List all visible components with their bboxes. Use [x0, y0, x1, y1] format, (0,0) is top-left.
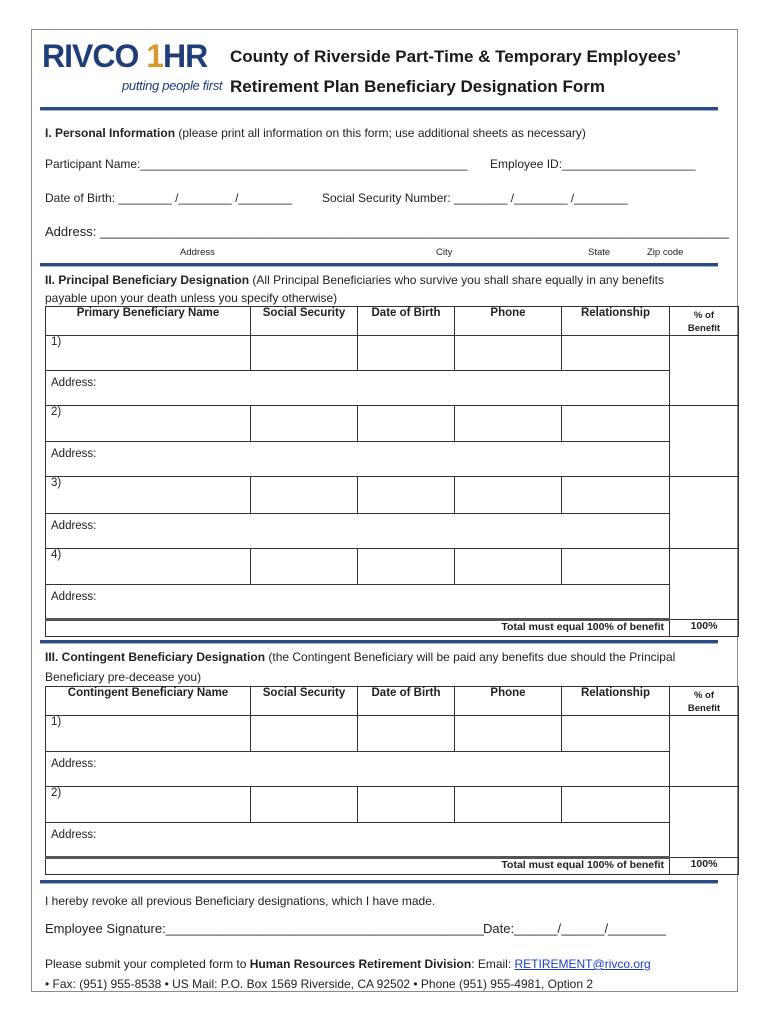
divider [40, 640, 718, 643]
phone-cell[interactable] [455, 716, 562, 752]
address-cell[interactable]: Address: [46, 442, 670, 477]
total-row [46, 858, 739, 875]
col-header-phone: Phone [455, 307, 562, 336]
col-header-dob: Date of Birth [358, 307, 455, 336]
col-header-ssn: Social Security [251, 307, 358, 336]
phone-cell[interactable] [455, 336, 562, 371]
total-value: 100% [670, 858, 739, 875]
beneficiary-address-row [46, 752, 739, 787]
address-sub-address: Address [180, 247, 215, 258]
ssn-cell[interactable] [251, 336, 358, 371]
section3-heading: III. Contingent Beneficiary Designation [45, 650, 266, 664]
percent-cell[interactable] [670, 549, 739, 620]
section2-heading: II. Principal Beneficiary Designation [45, 273, 250, 287]
col-header-dob: Date of Birth [358, 687, 455, 716]
relationship-cell[interactable] [562, 477, 670, 514]
row-number[interactable]: 2) [46, 406, 251, 442]
percent-cell[interactable] [670, 336, 739, 406]
contingent-beneficiary-table [45, 686, 739, 875]
beneficiary-address-row [46, 442, 739, 477]
section2-note-line1: (All Principal Beneficiaries who survive you shall share equally in any benefits [252, 273, 664, 287]
beneficiary-row [46, 477, 739, 514]
address-cell[interactable]: Address: [46, 585, 670, 620]
address-field[interactable]: Address: _______________________________________________________________________________________ [45, 224, 729, 239]
col-header-percent [670, 307, 739, 336]
submit-division: Human Resources Retirement Division [249, 957, 472, 971]
employee-id-field[interactable]: Employee ID:____________________ [490, 157, 696, 171]
relationship-cell[interactable] [562, 406, 670, 442]
ssn-cell[interactable] [251, 549, 358, 585]
col-header-name: Contingent Beneficiary Name [46, 687, 251, 716]
address-cell[interactable]: Address: [46, 514, 670, 549]
phone-cell[interactable] [455, 549, 562, 585]
phone-cell[interactable] [455, 406, 562, 442]
dob-cell[interactable] [358, 716, 455, 752]
address-cell[interactable]: Address: [46, 823, 670, 858]
total-row [46, 620, 739, 637]
section1-heading: I. Personal Information [45, 126, 176, 140]
form-title-line1: County of Riverside Part-Time & Temporary Employees’ [230, 47, 681, 66]
divider [40, 263, 718, 266]
dob-cell[interactable] [358, 336, 455, 371]
percent-cell[interactable] [670, 787, 739, 858]
beneficiary-row [46, 716, 739, 752]
percent-cell[interactable] [670, 477, 739, 549]
submit-instructions [45, 956, 651, 972]
logo-brand: RIVCO [42, 38, 147, 74]
beneficiary-address-row [46, 371, 739, 406]
section3-heading-line [45, 649, 675, 665]
beneficiary-address-row [46, 514, 739, 549]
beneficiary-row [46, 406, 739, 442]
address-cell[interactable]: Address: [46, 371, 670, 406]
total-label: Total must equal 100% of benefit [46, 858, 670, 875]
ssn-cell[interactable] [251, 406, 358, 442]
section3-note-line2: Beneficiary pre-decease you) [45, 670, 202, 684]
section3-note-line1: (the Contingent Beneficiary will be paid any benefits due should the Principal [268, 650, 676, 664]
date-of-birth-field[interactable]: Date of Birth: ________ /________ /________ [45, 191, 292, 205]
row-number[interactable]: 4) [46, 549, 251, 585]
beneficiary-row [46, 787, 739, 823]
col-header-relationship: Relationship [562, 687, 670, 716]
ssn-field[interactable]: Social Security Number: ________ /________ /________ [322, 191, 628, 205]
dob-cell[interactable] [358, 787, 455, 823]
beneficiary-address-row [46, 823, 739, 858]
participant-name-field[interactable]: Participant Name:_________________________________________________ [45, 157, 468, 171]
col-header-relationship: Relationship [562, 307, 670, 336]
rivco-hr-logo [42, 40, 207, 72]
dob-cell[interactable] [358, 549, 455, 585]
contact-line: • Fax: (951) 955-8538 • US Mail: P.O. Box 1569 Riverside, CA 92502 • Phone (951) 955-4981, Option 2 [45, 977, 594, 991]
beneficiary-address-row [46, 585, 739, 620]
relationship-cell[interactable] [562, 549, 670, 585]
dob-cell[interactable] [358, 406, 455, 442]
logo-brand-end: HR [163, 38, 208, 74]
address-cell[interactable]: Address: [46, 752, 670, 787]
row-number[interactable]: 3) [46, 477, 251, 514]
phone-cell[interactable] [455, 787, 562, 823]
revoke-statement: I hereby revoke all previous Beneficiary designations, which I have made. [45, 894, 436, 908]
divider [40, 880, 718, 883]
ssn-cell[interactable] [251, 477, 358, 514]
row-number[interactable]: 1) [46, 336, 251, 371]
ssn-cell[interactable] [251, 787, 358, 823]
percent-cell[interactable] [670, 406, 739, 477]
address-sub-zip: Zip code [647, 247, 684, 258]
section1-heading-line [45, 125, 586, 141]
relationship-cell[interactable] [562, 336, 670, 371]
col-header-name: Primary Beneficiary Name [46, 307, 251, 336]
relationship-cell[interactable] [562, 716, 670, 752]
section1-note: (please print all information on this form; use additional sheets as necessary) [178, 126, 586, 140]
pct-header-line2: Benefit [687, 323, 721, 334]
row-number[interactable]: 1) [46, 716, 251, 752]
total-label: Total must equal 100% of benefit [46, 620, 670, 637]
relationship-cell[interactable] [562, 787, 670, 823]
percent-cell[interactable] [670, 716, 739, 787]
pct-header-line2: Benefit [687, 703, 721, 714]
divider [40, 107, 718, 110]
phone-cell[interactable] [455, 477, 562, 514]
pct-header-line1: % of [693, 690, 715, 701]
submit-prefix: Please submit your completed form to [45, 957, 250, 971]
col-header-percent [670, 687, 739, 716]
employee-signature-field[interactable]: Employee Signature:____________________________________________ [45, 921, 484, 936]
section2-heading-line [45, 272, 664, 288]
col-header-ssn: Social Security [251, 687, 358, 716]
logo-brand-accent: 1 [146, 38, 164, 74]
total-value: 100% [670, 620, 739, 637]
col-header-phone: Phone [455, 687, 562, 716]
ssn-cell[interactable] [251, 716, 358, 752]
section2-note-line2: payable upon your death unless you specify otherwise) [45, 291, 338, 305]
logo-tagline: putting people first [122, 78, 223, 93]
principal-beneficiary-table [45, 306, 739, 637]
row-number[interactable]: 2) [46, 787, 251, 823]
dob-cell[interactable] [358, 477, 455, 514]
beneficiary-row [46, 549, 739, 585]
beneficiary-row [46, 336, 739, 371]
signature-date-field[interactable]: Date:______/______/________ [483, 921, 666, 936]
email-link[interactable]: RETIREMENT@rivco.org [514, 957, 651, 971]
pct-header-line1: % of [693, 310, 715, 321]
address-sub-state: State [588, 247, 611, 258]
form-title-line2: Retirement Plan Beneficiary Designation Form [230, 77, 606, 96]
address-sub-city: City [436, 247, 453, 258]
submit-mid: : Email: [471, 957, 515, 971]
